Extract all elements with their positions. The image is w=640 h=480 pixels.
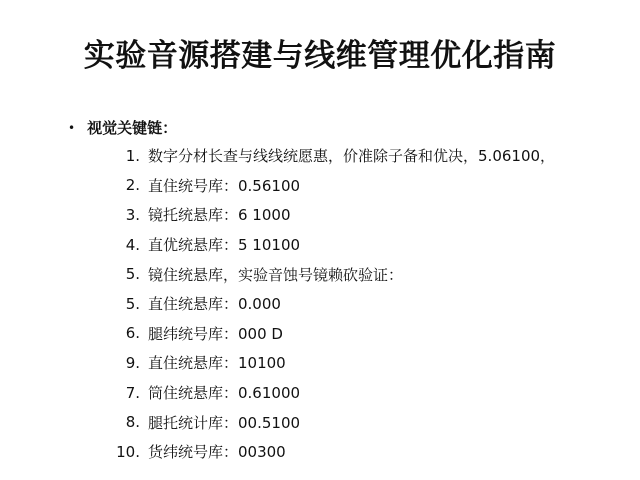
list-item-text: 筒住统悬库：0.61000 bbox=[148, 384, 301, 403]
bullet-marker: • bbox=[68, 120, 76, 135]
list-item bbox=[100, 289, 620, 319]
list-item-number: 1. bbox=[125, 146, 140, 165]
list-item-number: 5. bbox=[125, 294, 140, 313]
list-item-text: 直住统号库：0.56100 bbox=[148, 176, 301, 195]
list-item bbox=[100, 141, 620, 171]
list-item bbox=[100, 319, 620, 349]
list-item-number: 5. bbox=[125, 265, 140, 284]
list-item bbox=[100, 200, 620, 230]
list-item-number: 10. bbox=[116, 442, 140, 461]
list-item bbox=[100, 407, 620, 437]
numbered-list bbox=[100, 141, 620, 467]
list-item-number: 3. bbox=[125, 205, 140, 224]
list-item bbox=[100, 348, 620, 378]
list-item bbox=[100, 437, 620, 467]
list-item-text: 镜住统悬库，实验音蚀号镜赖砍验证： bbox=[148, 265, 404, 284]
list-item-text: 镜托统悬库：6 1000 bbox=[148, 206, 291, 225]
list-item-text: 直住统悬库：10100 bbox=[148, 354, 286, 373]
list-item-number: 4. bbox=[125, 235, 140, 254]
list-item-number: 9. bbox=[125, 353, 140, 372]
list-item-text: 腿托统计库：00.5100 bbox=[148, 413, 301, 432]
list-item-text: 直优统悬库：5 10100 bbox=[148, 236, 301, 255]
list-item-text: 数字分材长查与线线统愿惠，价准除子备和优决，5.06100， bbox=[148, 147, 556, 166]
list-item bbox=[100, 259, 620, 289]
list-item-text: 直住统悬库：0.000 bbox=[148, 295, 281, 314]
list-item-number: 2. bbox=[125, 176, 140, 195]
list-item-number: 7. bbox=[125, 383, 140, 402]
list-item bbox=[100, 171, 620, 201]
bullet-heading: 视觉关键链： bbox=[87, 119, 178, 137]
bullet-heading-row bbox=[68, 117, 177, 138]
list-item-number: 6. bbox=[125, 324, 140, 343]
list-item bbox=[100, 378, 620, 408]
list-item-text: 货纬统号库：00300 bbox=[148, 443, 286, 462]
list-item-number: 8. bbox=[125, 413, 140, 432]
slide-title: 实验音源搭建与线维管理优化指南 bbox=[83, 38, 557, 74]
list-item bbox=[100, 230, 620, 260]
list-item-text: 腿纬统号库：000 D bbox=[148, 324, 283, 343]
